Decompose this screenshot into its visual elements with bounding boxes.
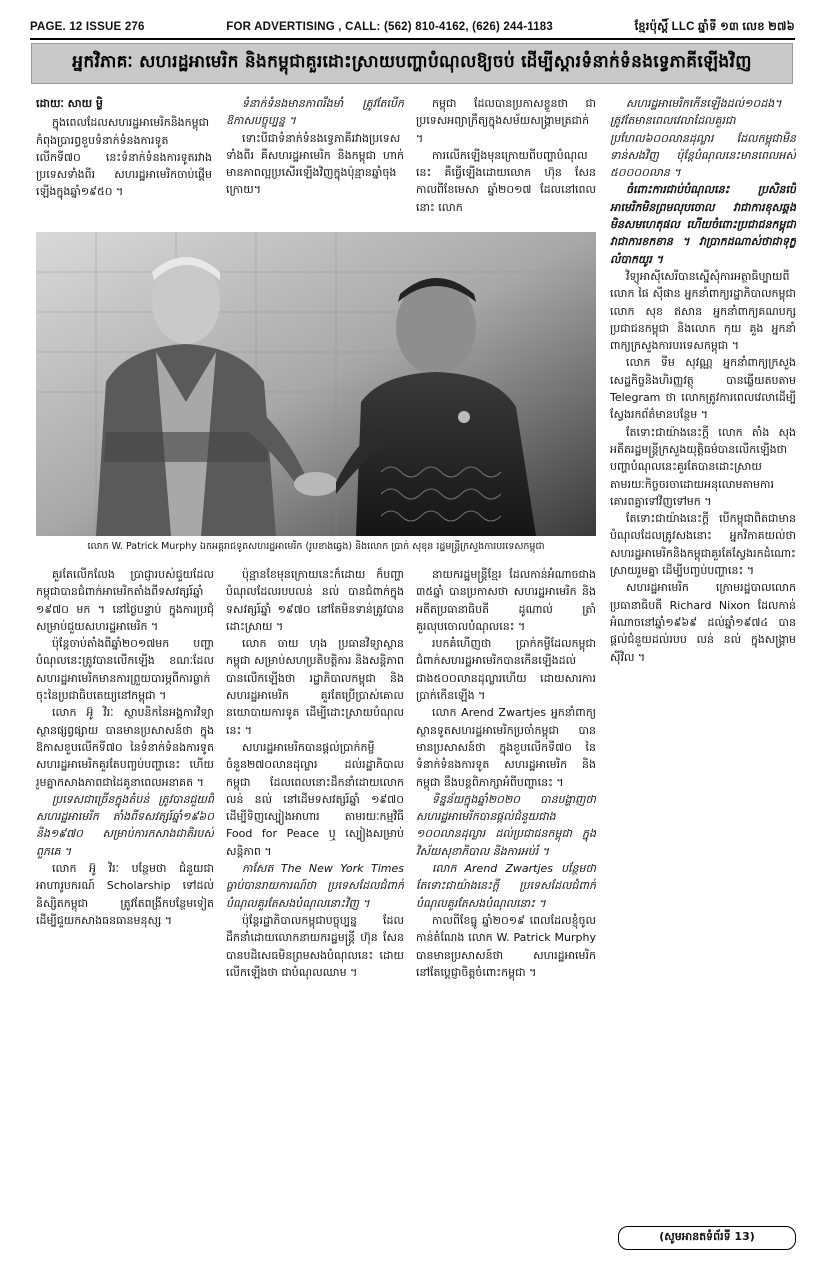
paragraph: តែទោះជាយ៉ាងនេះក្តី លោក តាំង សុង អតីតរដ្ឋមន្ត្រីក្រសួងយុត្តិធម៌បានលើកឡើងថា បញ្ហាបំណុលនេះគួរតែបានដោះស្រាយតាមរយៈកិច្ចចរចាដោយអនុលោមតាមការគោរពគ្នាទៅវិញទៅមក ។ — [610, 425, 796, 508]
photo-caption: លោក W. Patrick Murphy ឯកអគ្គរាជទូតសហរដ្ឋអាមេរិក (រូបខាងឆ្វេង) និងលោក ប្រាក់ សុខុន រដ្ឋមន្ត្រីក្រសួងការបរទេសកម្ពុជា — [87, 541, 545, 552]
paragraph: កាលពីខែធ្នូ ឆ្នាំ២០១៩ ពេលដែលខ្ញុំចូលកាន់តំណែង លោក W. Patrick Murphy បានមានប្រសាសន៍ថា សហរដ្ឋអាមេរិកនៅតែប្តេជ្ញាចិត្តចំពោះកម្ពុជា ។ — [416, 913, 596, 979]
masthead-issue-khmer: ខ្មែរប៉ុស្តិ៍ LLC ឆ្នាំទី ១៣ លេខ ២៧៦ — [634, 20, 795, 33]
paragraph: លោក ចាយ ហុង ប្រធានវិទ្យាស្ថានកម្ពុជា សម្រាប់សហប្រតិបត្តិការ និងសន្តិភាព បានលើកឡើងថា រដ្ឋាភិបាលកម្ពុជា និងសហរដ្ឋអាមេរិក គួរតែប្រើប្រាស់គោលនយោបាយការទូត ដើម្បីដោះស្រាយបំណុលនេះ ។ — [226, 637, 404, 737]
continued-on-page-13 — [618, 1226, 796, 1250]
paragraph: វិទ្យុអាស៊ីសេរីបានស្នើសុំការអត្ថាធិប្បាយពីលោក ផៃ ស៊ីផាន អ្នកនាំពាក្យរដ្ឋាភិបាលកម្ពុជា លោក សុខ ឥសាន អ្នកនាំពាក្យគណបក្សប្រជាជនកម្ពុជា និងលោក កុយ គួង អ្នកនាំពាក្យក្រសួងការបរទេសកម្ពុជា ។ — [610, 269, 796, 353]
column-2-top — [226, 95, 404, 229]
paragraph: កម្ពុជា ដែលបានប្រកាសខ្លួនថា ជាប្រទេសអព្យាក្រឹត្យក្នុងសម័យសង្គ្រាមត្រជាក់ ។ — [416, 97, 596, 145]
paragraph: លោក ទីម សុវណ្ណ អ្នកនាំពាក្យក្រសួងសេដ្ឋកិច្ចនិងហិរញ្ញវត្ថុ បានឆ្លើយតបតាម Telegram ថា លោកត្រូវការពេលវេលាដើម្បីស្វែងរកព័ត៌មានបន្ថែម ។ — [610, 356, 796, 422]
photo-illustration — [36, 232, 596, 536]
paragraph: នាយករដ្ឋមន្ត្រីខ្មែរ ដែលកាន់អំណាចជាង ៣៥ឆ្នាំ បានប្រកាសថា សហរដ្ឋអាមេរិក និងអតីតប្រធានាធិបតី ដូណាល់ ត្រាំ គួរលុបចោលបំណុលនេះ ។ — [416, 568, 596, 633]
paragraph: ប៉ុន្តែរដ្ឋាភិបាលកម្ពុជាបច្ចុប្បន្ន ដែលដឹកនាំដោយលោកនាយករដ្ឋមន្ត្រី ហ៊ុន សែន បានបដិសេធមិនព្រមសងបំណុលនេះ ដោយលើកឡើងថា ជាបំណុលឈាម ។ — [226, 913, 404, 979]
column-4 — [610, 95, 796, 1220]
byline: ដោយៈ សាយ ម្លិ — [36, 97, 103, 110]
news-photo — [36, 232, 596, 536]
pull-quote: ចំពោះការជាប់បំណុលនេះ ប្រសិនបើអាមេរិកមិនព្រមលុបចោល វាជាការខុសឆ្គងមិនសមហេតុផល ហើយចំពោះប្រជាជនកម្ពុជា វាជាការខកខាន ។ វាប្រាកដណាស់ថាជាទុក្ខលំបាកយូរ ។ — [610, 183, 796, 266]
paragraph: កាសែត The New York Times ធ្លាប់បានរាយការណ៍ថា ប្រទេសដែលជំពាក់បំណុលគួរតែសងបំណុលនោះវិញ ។ — [226, 862, 404, 910]
column-1-top — [36, 95, 212, 225]
page-issue-label: PAGE. 12 ISSUE 276 — [30, 21, 145, 33]
continued-label: (សូមអានតទំព័រទី 13) — [659, 1230, 755, 1243]
headline: អ្នកវិភាគៈ សហរដ្ឋអាមេរិក និងកម្ពុជាគួរដោះស្រាយបញ្ហាបំណុលឱ្យចប់ ដើម្បីស្ដារទំនាក់ទំនងទ្វេភាគីឡើងវិញ — [72, 52, 752, 72]
paragraph: ប្រទេសជាច្រើនក្នុងតំបន់ ត្រូវបានជួយពីសហរដ្ឋអាមេរិក តាំងពីទសវត្សរ៍ឆ្នាំ១៩៦០ និង១៩៧០ សម្រាប់ការកសាងជាតិរបស់ពួកគេ ។ — [36, 792, 214, 858]
paragraph: សហរដ្ឋអាមេរិក ក្រោមរដ្ឋបាលលោកប្រធានាធិបតី Richard Nixon ដែលកាន់អំណាចនៅឆ្នាំ១៩៦៩ ដល់ឆ្នាំ១៩៧៤ បានផ្តល់ជំនួយដល់របប លន់ នល់ ក្នុងសង្គ្រាមស៊ីវិល ។ — [610, 581, 796, 664]
column-3-bottom — [416, 566, 596, 1220]
header-rule — [30, 38, 795, 40]
paragraph: ទិន្នន័យក្នុងឆ្នាំ២០២០ បានបង្ហាញថា សហរដ្ឋអាមេរិកបានផ្តល់ជំនួយជាង ១០០លានដុល្លារ ដល់ប្រជាជនកម្ពុជា ក្នុងវិស័យសុខាភិបាល និងការអប់រំ ។ — [416, 792, 596, 858]
paragraph: តែទោះជាយ៉ាងនេះក្តី បើកម្ពុជាពិតជាមានបំណុលដែលត្រូវសងនោះ អ្នកវិភាគយល់ថា សហរដ្ឋអាមេរិកនិងកម្ពុជាគួរតែស្វែងរកដំណោះស្រាយរួមគ្នា ដើម្បីបញ្ចប់បញ្ហានេះ ។ — [610, 512, 796, 578]
column-2-bottom — [226, 566, 404, 1220]
paragraph: សហរដ្ឋអាមេរិកបានផ្តល់ប្រាក់កម្ចីចំនួន២៧០លានដុល្លារ ដល់រដ្ឋាភិបាលកម្ពុជា ដែលពេលនោះដឹកនាំដោយលោក លន់ នល់ នៅដើមទសវត្សរ៍ឆ្នាំ ១៩៧០ ដើម្បីទិញស្បៀងអាហារ តាមរយៈកម្មវិធី Food for Peace ឬ ស្បៀងសម្រាប់សន្តិភាព ។ — [226, 740, 404, 858]
paragraph: គួរតែលើកលែង ប្រាជ្ញារបស់ជួយដែលកម្ពុជាបានជំពាក់អាមេរិកតាំងពីទសវត្សរ៍ឆ្នាំ ១៩៧០ មក ។ នៅថ្ងៃបន្ទាប់ ក្នុងការប្រជុំសម្រាប់ជួយសហរដ្ឋអាមេរិក ។ — [36, 568, 214, 633]
paragraph: លោក អ៊ូ វិរៈ ស្ថាបនិកនៃអង្គការវិទ្យាស្ថានផ្សព្វផ្សាយ បានមានប្រសាសន៍ថា ក្នុងឱកាសខួបលើកទី៧០ នៃទំនាក់ទំនងការទូត សហរដ្ឋអាមេរិកគួរតែបញ្ចប់បញ្ហានេះ ហើយរួមគ្នាកសាងភាពជាដៃគូនាពេលអនាគត ។ — [36, 706, 214, 789]
paragraph: ក្នុងពេលដែលសហរដ្ឋអាមេរិកនិងកម្ពុជាកំពុងប្រារព្ធខួបទំនាក់ទំនងការទូតលើកទី៧០ នេះទំនាក់ទំនងការទូតរវាងប្រទេសទាំងពីរ សហរដ្ឋអាមេរិកចាប់ផ្ដើមឡើងក្នុងឆ្នាំ១៩៥០ ។ — [36, 116, 212, 199]
paragraph: ប៉ុន្តែចាប់តាំងពីឆ្នាំ២០១៧មក បញ្ហាបំណុលនេះត្រូវបានលើកឡើង ខណៈដែលសហរដ្ឋអាមេរិកមានការព្រួយបារម្ភពីការធ្លាក់ចុះនៃប្រជាធិបតេយ្យនៅកម្ពុជា ។ — [36, 637, 214, 703]
paragraph: លោក អ៊ូ វិរៈ បន្ថែមថា ជំនួយជាអាហារូបករណ៍ Scholarship ទៅដល់និស្សិតកម្ពុជា ត្រូវតែពង្រីកបន្ថែមទៀត ដើម្បីជួយកសាងធនធានមនុស្ស ។ — [36, 862, 214, 927]
paragraph: ទំនាក់ទំនងមានភាពរឹងមាំ ត្រូវតែបើកឱកាសបច្ចុប្បន្ន ។ — [226, 97, 404, 128]
advertising-contact: FOR ADVERTISING , CALL: (562) 810-4162, (626) 244-1183 — [226, 21, 553, 33]
paragraph: ប៉ុន្មានខែមុនក្រោយនេះក៏ដោយ ក៏បញ្ហាបំណុលដែលរបបលន់ នល់ បានជំពាក់ក្នុងទសវត្សរ៍ឆ្នាំ ១៩៧០ នៅតែមិនទាន់ត្រូវបានដោះស្រាយ ។ — [226, 568, 404, 633]
column-3-top — [416, 95, 596, 229]
paragraph: របកគំហើញថា ប្រាក់កម្ចីដែលកម្ពុជាជំពាក់សហរដ្ឋអាមេរិកបានកើនឡើងដល់ជាង៥០០លានដុល្លារហើយ ដោយសារការប្រាក់កើនឡើង ។ — [416, 637, 596, 703]
paragraph: លោក Arend Zwartjes អ្នកនាំពាក្យស្ថានទូតសហរដ្ឋអាមេរិកប្រចាំកម្ពុជា បានមានប្រសាសន៍ថា ក្នុងខួបលើកទី៧០ នៃទំនាក់ទំនងការទូត សហរដ្ឋអាមេរិក និងកម្ពុជា នឹងបន្តពិភាក្សាអំពីបញ្ហានេះ ។ — [416, 706, 596, 789]
paragraph: សហរដ្ឋអាមេរិកកើនឡើងដល់១០ដង។ ត្រូវតែមានពេលវេលាដែលគួរជាប្រហែល៦០០លានដុល្លារ ដែលកម្ពុជាមិនទាន់សងវិញ ប៉ុន្តែបំណុលនេះមានពេលអស់ ៥០០០០លាន ។ — [610, 97, 796, 180]
paragraph: ការលើកឡើងមុនក្រោយពីបញ្ហាបំណុលនេះ គឺធ្វើឡើងដោយលោក ហ៊ុន សែន កាលពីខែមេសា ឆ្នាំ២០១៧ ដែលនៅពេលនោះ លោក — [416, 148, 596, 214]
column-1-bottom — [36, 566, 214, 1220]
paragraph: លោក Arend Zwartjes បន្ថែមថា តែទោះជាយ៉ាងនេះក្តី ប្រទេសដែលជំពាក់បំណុលគួរតែសងបំណុលនោះ ។ — [416, 862, 596, 910]
paragraph: ទោះបីជាទំនាក់ទំនងទ្វេភាគីរវាងប្រទេសទាំងពីរ គឺសហរដ្ឋអាមេរិក និងកម្ពុជា ហាក់មានភាពល្អប្រសើរឡើងវិញក្នុងប៉ុន្មានឆ្នាំចុងក្រោយ។ — [226, 131, 404, 197]
headline-banner — [31, 43, 793, 84]
page-header — [30, 16, 795, 38]
